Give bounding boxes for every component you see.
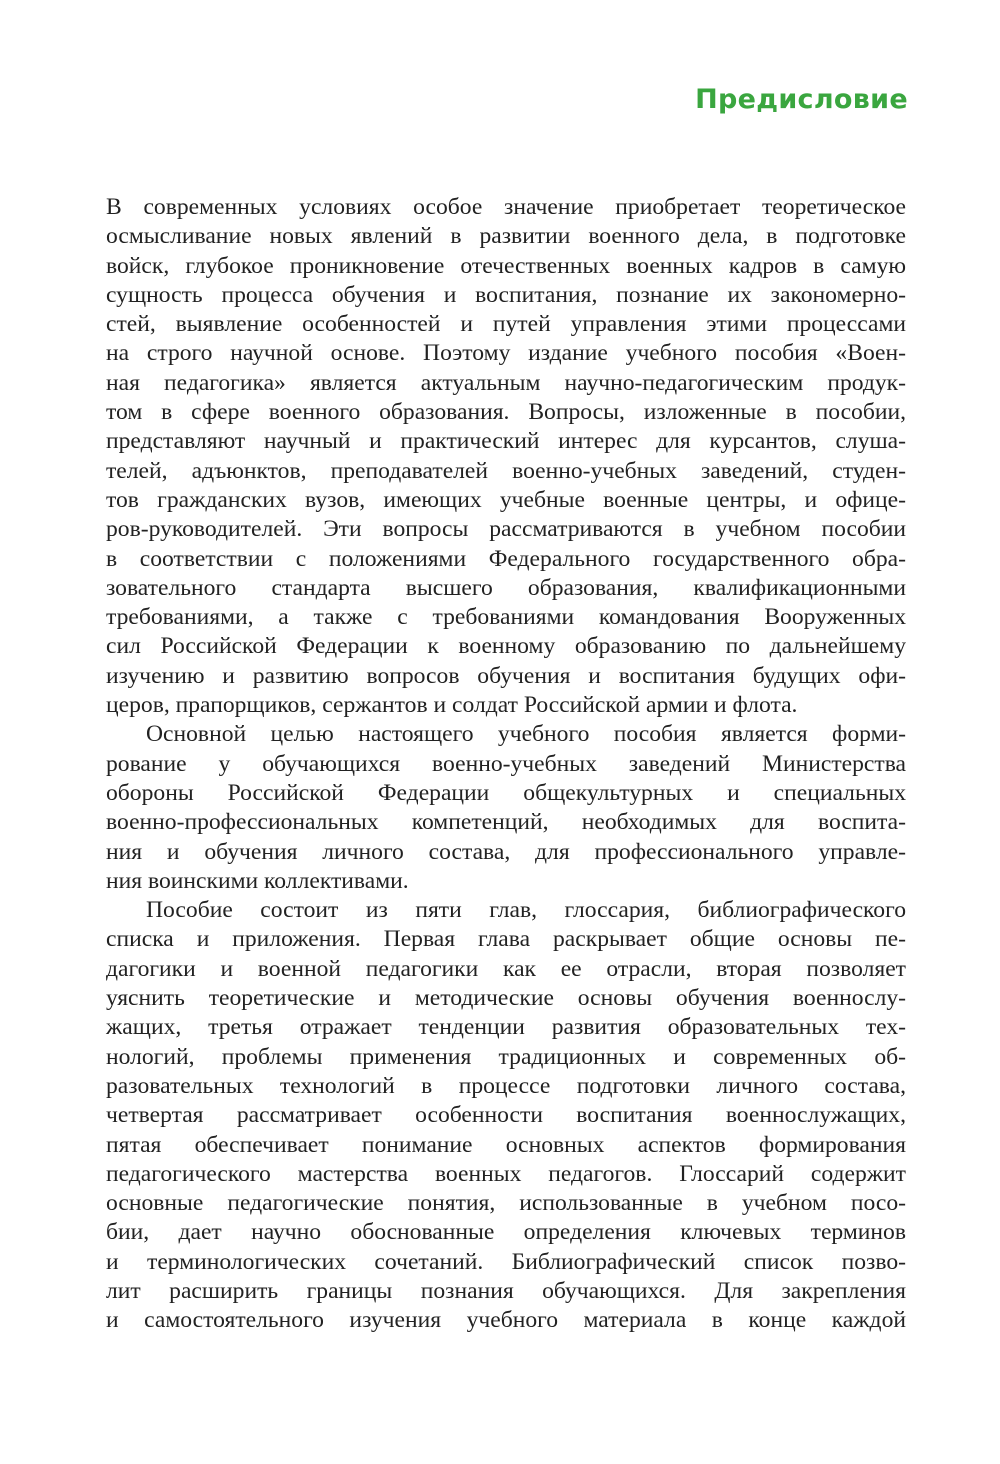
text-line: основные педагогические понятия, использованные в учебном посо- bbox=[106, 1190, 906, 1217]
text-line: том в сфере военного образования. Вопросы, изложенные в пособии, bbox=[106, 399, 906, 426]
text-line: уяснить теоретические и методические основы обучения военнослу- bbox=[106, 985, 906, 1012]
text-line: лит расширить границы познания обучающихся. Для закрепления bbox=[106, 1277, 906, 1304]
text-line: нологий, проблемы применения традиционных и современных об- bbox=[106, 1043, 906, 1070]
text-line: ров-руководителей. Эти вопросы рассматриваются в учебном пособии bbox=[106, 516, 906, 543]
text-line: и терминологических сочетаний. Библиографический список позво- bbox=[106, 1248, 906, 1275]
text-line: в соответствии с положениями Федерального государственного обра- bbox=[106, 545, 906, 572]
paragraph bbox=[106, 193, 906, 720]
page-title: Предисловие bbox=[695, 84, 908, 115]
text-line: сущность процесса обучения и воспитания, познание их закономерно- bbox=[106, 281, 906, 308]
text-line: пятая обеспечивает понимание основных аспектов формирования bbox=[106, 1131, 906, 1158]
paragraph bbox=[106, 720, 906, 896]
text-line: и самостоятельного изучения учебного материала в конце каждой bbox=[106, 1307, 906, 1334]
text-line: Пособие состоит из пяти глав, глоссария, библиографического bbox=[146, 897, 906, 924]
text-line: обороны Российской Федерации общекультурных и специальных bbox=[106, 779, 906, 806]
text-line: телей, адъюнктов, преподавателей военно-учебных заведений, студен- bbox=[106, 457, 906, 484]
text-line: дагогики и военной педагогики как ее отрасли, вторая позволяет bbox=[106, 955, 906, 982]
text-line: Основной целью настоящего учебного пособия является форми- bbox=[146, 721, 906, 748]
text-line: ния воинскими коллективами. bbox=[106, 867, 409, 894]
text-line: войск, глубокое проникновение отечественных военных кадров в самую bbox=[106, 252, 906, 279]
text-line: на строго научной основе. Поэтому издание учебного пособия «Воен- bbox=[106, 340, 906, 367]
text-line: жащих, третья отражает тенденции развития образовательных тех- bbox=[106, 1014, 906, 1041]
text-line: разовательных технологий в процессе подготовки личного состава, bbox=[106, 1072, 906, 1099]
text-line: ная педагогика» является актуальным научно-педагогическим продук- bbox=[106, 369, 906, 396]
text-line: требованиями, а также с требованиями командования Вооруженных bbox=[106, 604, 906, 631]
body-text bbox=[106, 193, 906, 1336]
text-line: ния и обучения личного состава, для профессионального управле- bbox=[106, 838, 906, 865]
text-line: педагогического мастерства военных педагогов. Глоссарий содержит bbox=[106, 1160, 906, 1187]
text-line: представляют научный и практический интерес для курсантов, слуша- bbox=[106, 428, 906, 455]
text-line: изучению и развитию вопросов обучения и воспитания будущих офи- bbox=[106, 662, 906, 689]
text-line: В современных условиях особое значение приобретает теоретическое bbox=[106, 194, 906, 220]
text-line: рование у обучающихся военно-учебных заведений Министерства bbox=[106, 750, 906, 777]
text-line: военно-профессиональных компетенций, необходимых для воспита- bbox=[106, 809, 906, 836]
text-line: осмысливание новых явлений в развитии военного дела, в подготовке bbox=[106, 223, 906, 250]
text-line: церов, прапорщиков, сержантов и солдат Российской армии и флота. bbox=[106, 692, 798, 719]
text-line: бии, дает научно обоснованные определения ключевых терминов bbox=[106, 1219, 906, 1246]
text-line: списка и приложения. Первая глава раскрывает общие основы пе- bbox=[106, 926, 906, 953]
text-line: тов гражданских вузов, имеющих учебные военные центры, и офице- bbox=[106, 486, 906, 513]
text-line: зовательного стандарта высшего образования, квалификационными bbox=[106, 574, 906, 601]
paragraph bbox=[106, 896, 906, 1335]
text-line: сил Российской Федерации к военному образованию по дальнейшему bbox=[106, 633, 906, 660]
text-line: четвертая рассматривает особенности воспитания военнослужащих, bbox=[106, 1102, 906, 1129]
text-line: стей, выявление особенностей и путей управления этими процессами bbox=[106, 311, 906, 338]
